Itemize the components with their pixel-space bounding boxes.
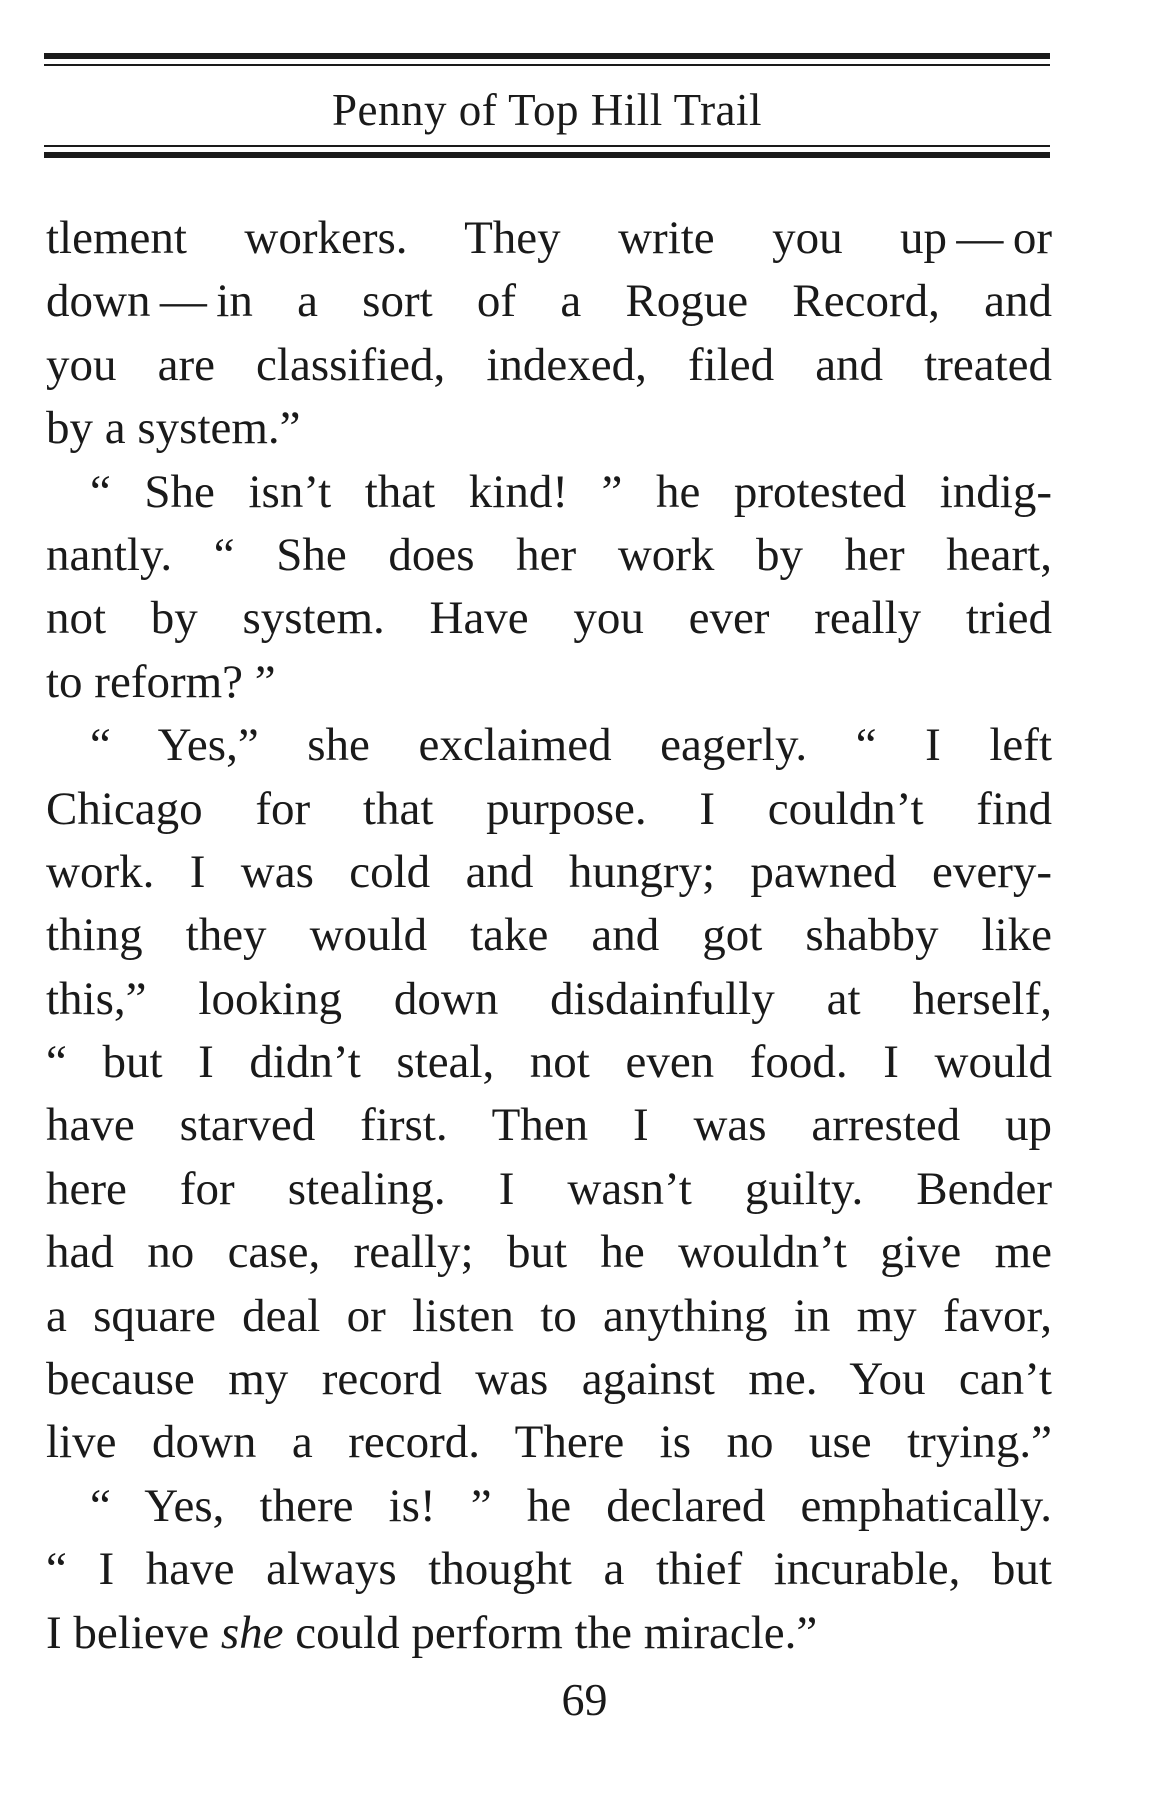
text-line: you are classified, indexed, filed and treated (46, 338, 1052, 391)
text-line: “ Yes, there is! ” he declared emphatically. (90, 1479, 1052, 1532)
text-line: “ She isn’t that kind! ” he protested indig- (90, 465, 1052, 518)
text-line: “ I have always thought a thief incurable, but (46, 1543, 1052, 1596)
text-line-final (46, 1602, 1052, 1665)
text-line: thing they would take and got shabby like (46, 909, 1052, 962)
text-line: “ but I didn’t steal, not even food. I would (46, 1036, 1052, 1089)
header-rule-top (44, 53, 1050, 66)
text-line: here for stealing. I wasn’t guilty. Bender (46, 1162, 1052, 1215)
text-line: work. I was cold and hungry; pawned every- (46, 845, 1052, 898)
final-line-after: could perform the miracle.” (283, 1606, 818, 1659)
text-line: this,” looking down disdainfully at herself, (46, 972, 1052, 1025)
text-line: because my record was against me. You can’t (46, 1353, 1052, 1406)
final-line-before: I believe (46, 1606, 221, 1659)
running-head: Penny of Top Hill Trail (331, 85, 763, 135)
text-line: have starved first. Then I was arrested up (46, 1099, 1052, 1152)
text-line: had no case, really; but he wouldn’t give me (46, 1226, 1052, 1279)
text-line: Chicago for that purpose. I couldn’t find (46, 782, 1052, 835)
header-rule-bottom (44, 145, 1050, 158)
text-line: live down a record. There is no use trying.” (46, 1416, 1052, 1469)
text-line: “ Yes,” she exclaimed eagerly. “ I left (90, 719, 1052, 772)
final-line-emphasis: she (220, 1606, 284, 1659)
text-line: not by system. Have you ever really tried (46, 592, 1052, 645)
text-line: a square deal or listen to anything in my favor, (46, 1289, 1052, 1342)
page-number: 69 (561, 1674, 608, 1725)
body-text (46, 207, 1052, 1665)
text-line: tlement workers. They write you up — or (46, 212, 1052, 264)
text-line: to reform? ” (46, 655, 276, 708)
text-line: nantly. “ She does her work by her heart, (46, 528, 1052, 581)
text-line: by a system.” (46, 402, 301, 455)
text-line: down — in a sort of a Rogue Record, and (46, 275, 1052, 328)
